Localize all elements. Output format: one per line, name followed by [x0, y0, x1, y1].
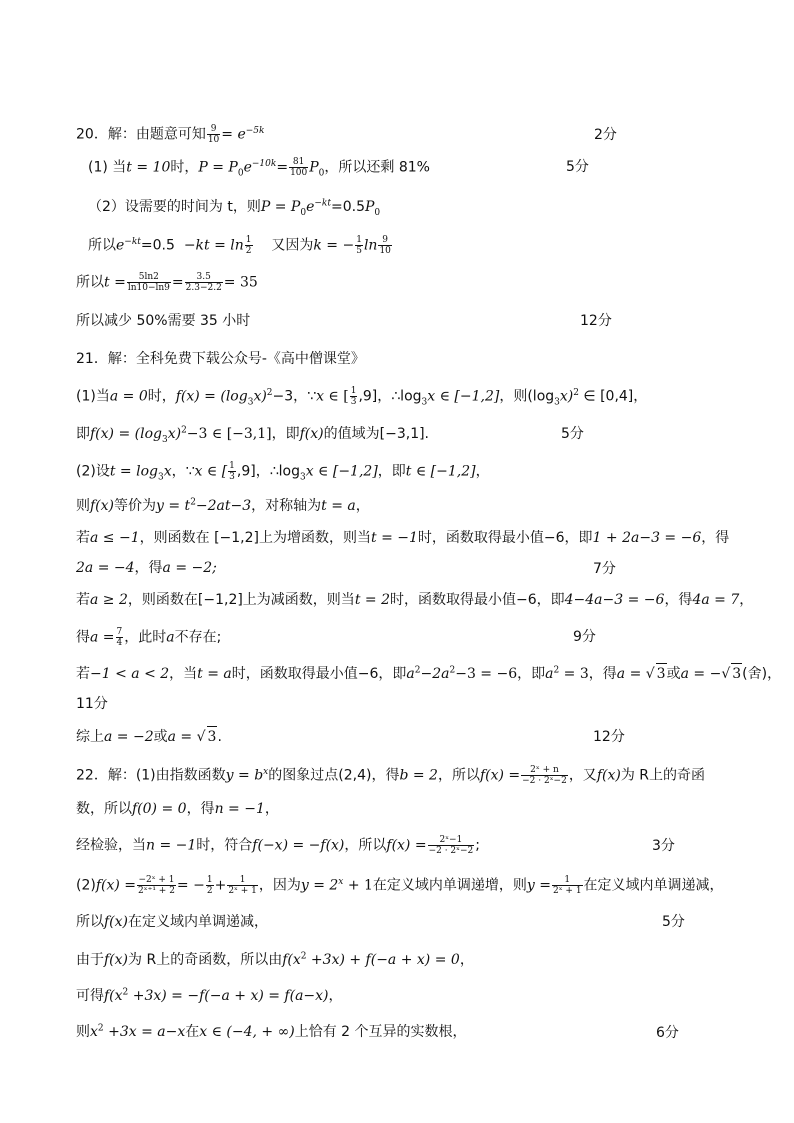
math: t = a [197, 666, 232, 682]
frac-den: 3 [350, 397, 357, 407]
text: 或 [666, 666, 681, 682]
text: ，即 [271, 426, 300, 442]
frac-num: −2ˣ + 1 [138, 875, 175, 885]
text: 即 [76, 426, 90, 442]
math: 2a = −4 [76, 560, 135, 576]
text: 数，所以 [76, 801, 132, 817]
frac-num: 9 [378, 235, 391, 246]
text: ， [475, 463, 490, 480]
fraction [552, 875, 583, 896]
text: 为 R上的奇函数，所以由 [128, 952, 283, 968]
q20-line-5: 所以减少 50%需要 35 小时 [76, 313, 251, 329]
math-sub: 0 [318, 168, 325, 179]
text: (2) [76, 877, 96, 894]
text: 时，函数取得最小值−6，即 [231, 666, 407, 682]
text: 时，函数取得最小值−6，即 [389, 592, 565, 608]
math: a [545, 666, 554, 682]
math: −3 = −6 [455, 666, 518, 682]
text: 所以 [76, 274, 104, 291]
math-sub: 3 [554, 397, 560, 408]
bracket: [ [343, 388, 349, 405]
text: ，所以还剩 81% [324, 159, 430, 176]
text: ，所以 [344, 837, 387, 854]
q20-line-2 [88, 197, 380, 217]
text: ，得 [701, 530, 730, 546]
math: n = −1 [146, 837, 197, 854]
q22-line-8 [76, 1022, 467, 1042]
q21-head: 21．解：全科免费下载公众号-《高中僧课堂》 [76, 351, 365, 367]
math: f(x) = (log [90, 426, 162, 442]
math: a = [616, 666, 646, 682]
text: ，当 [169, 666, 198, 682]
text: ，则函数在 [−1,2]上为增函数，则当 [139, 530, 371, 546]
math-sub: 0 [237, 168, 244, 179]
text: 不存在; [174, 629, 222, 646]
math: P = P [260, 199, 301, 215]
frac-den: 2ˣ⁺¹ + 2 [138, 886, 175, 896]
sqrt-sign: √ [721, 666, 731, 682]
frac-num: 1 [245, 235, 252, 245]
math: f(x) [104, 952, 129, 968]
q22-line-1 [76, 765, 705, 786]
frac-den: 10 [207, 135, 220, 145]
text: ， [328, 988, 343, 1004]
text: ，所以 [437, 767, 480, 784]
q21-line-6 [76, 558, 217, 578]
q21-line-1 [76, 386, 647, 407]
math: f(x [104, 988, 123, 1004]
text: 或 [153, 729, 168, 745]
text: 时， [147, 388, 176, 405]
text: 在定义域内单调递增，则 [372, 877, 527, 894]
text: ， [739, 592, 754, 608]
math-sub: 3 [299, 472, 306, 483]
text: 时，函数取得最小值−6，即 [417, 530, 593, 546]
text: 在定义域内单调递减， [583, 877, 724, 894]
text: ,9]，∴log [358, 388, 422, 405]
math: x) [559, 388, 574, 405]
text: 若 [76, 592, 90, 608]
text: ; [475, 837, 480, 854]
fraction [289, 157, 308, 178]
frac-num: 5ln2 [127, 272, 171, 283]
math: a [406, 666, 415, 682]
math-sup: 2 [97, 1023, 104, 1034]
math-sub: 0 [300, 207, 307, 218]
frac-den: 2 [245, 246, 252, 256]
score-label: 5分 [561, 426, 584, 442]
math: t = 10 [126, 159, 171, 176]
sqrt-radicand: 3 [731, 663, 742, 684]
math: +3x) + f(−a + x) = 0 [306, 952, 460, 968]
frac-den: −2 · 2ˣ−2 [428, 846, 474, 856]
sqrt-radicand: 3 [656, 663, 667, 684]
math-sup: 2 [553, 665, 560, 676]
math-sup: 2 [414, 665, 421, 676]
text: ，得 [186, 801, 215, 817]
frac-num: 1 [356, 235, 362, 245]
math: a ≥ 2 [90, 592, 128, 608]
q21-line-3 [76, 461, 490, 482]
math: a = − [680, 666, 722, 682]
math: a ≤ −1 [90, 530, 140, 546]
fraction [207, 124, 220, 145]
math: a = −2; [162, 560, 217, 576]
math: a = −2 [104, 729, 154, 745]
text: . [217, 729, 222, 745]
fraction [227, 875, 258, 896]
math: t = 2 [354, 592, 390, 608]
math-sup: 2 [266, 387, 273, 398]
math: e [306, 199, 315, 215]
math: f(x) = (log [175, 388, 248, 405]
math: x [90, 1024, 98, 1040]
q21-line-8 [76, 627, 221, 648]
math: = 35 [223, 274, 258, 291]
text: ，∵ [171, 463, 195, 480]
text: (舍)， [742, 666, 782, 682]
text: 22．解：(1)由指数函数 [76, 767, 226, 784]
text: ，得 [588, 666, 617, 682]
math: x ∈ [−1,2] [427, 388, 500, 405]
math-sup: 2 [300, 951, 307, 962]
text: ,9]，∴log [236, 463, 300, 480]
text: ∈ [0,4]， [578, 388, 648, 405]
q20-head: 20．解：由题意可知 [76, 126, 206, 143]
math: = [276, 159, 289, 176]
fraction [428, 835, 475, 856]
math-sub: 3 [157, 472, 164, 483]
text: =0.5 [331, 199, 365, 215]
score-label: 6分 [656, 1025, 679, 1041]
math: + 1 [343, 877, 373, 894]
score-label: 9分 [573, 629, 596, 645]
math: f(−x) = −f(x) [252, 837, 345, 854]
math: +3x = a−x [103, 1024, 186, 1040]
text: （2）设需要的时间为 t，则 [88, 199, 261, 215]
fraction [185, 272, 223, 293]
text: 在 [185, 1024, 200, 1040]
q21-line-5 [76, 528, 729, 548]
score-label: 12分 [580, 313, 612, 329]
text: ，对称轴为 [251, 498, 322, 514]
math-sup: x [263, 766, 269, 777]
sqrt-radicand: 3 [207, 726, 218, 747]
score-label: 7分 [593, 561, 616, 577]
math: +3x) = −f(−a + x) = f(a−x) [128, 988, 329, 1004]
score-label: 5分 [566, 159, 589, 175]
q20-line-3 [88, 235, 393, 256]
math-sup: 2 [122, 987, 129, 998]
math-sup: 2 [181, 425, 187, 436]
text: 则 [76, 498, 90, 514]
fraction [127, 272, 171, 293]
score-label: 2分 [594, 127, 617, 143]
math: 4a = 7 [692, 592, 740, 608]
text: (1)当 [76, 388, 110, 405]
fraction [378, 235, 391, 256]
frac-num: 81 [289, 157, 308, 168]
score-label: 12分 [593, 729, 625, 745]
text: 的值域为[−3,1]. [323, 426, 430, 442]
math: P [365, 199, 375, 215]
q21-line-10: 11分 [76, 696, 108, 712]
frac-den: ln10−ln9 [127, 283, 170, 293]
fraction [350, 386, 358, 407]
text: 的图象过点(2,4)，得 [268, 767, 400, 784]
math-sup: −10k [251, 158, 277, 169]
math-sup: −kt [124, 236, 141, 247]
text: ，得 [664, 592, 693, 608]
math: b = 2 [399, 767, 438, 784]
score-label: 3分 [652, 838, 675, 854]
q22-line-5 [76, 912, 268, 932]
q22-line-2 [76, 799, 279, 819]
q20-line-0 [76, 124, 264, 145]
math: y = 2 [300, 877, 339, 894]
text: 所以 [76, 914, 104, 930]
math: −1 < a < 2 [90, 666, 170, 682]
fraction [521, 765, 568, 786]
frac-den: 10 [379, 246, 391, 256]
math-sup: 2 [573, 387, 579, 398]
text: ，则(log [499, 388, 555, 405]
math: f(0) = 0 [132, 801, 187, 817]
math: f(x) = [386, 837, 427, 854]
math-sup: x [338, 876, 344, 887]
math: + [214, 877, 227, 894]
text: ， [459, 952, 474, 968]
math: a [166, 629, 175, 646]
text: ， [355, 498, 370, 514]
frac-num: 2ˣ + n [521, 765, 568, 776]
math: −2a [420, 666, 450, 682]
math: t = −1 [371, 530, 418, 546]
q22-line-4 [76, 875, 724, 896]
math: 1 + 2a−3 = −6 [592, 530, 702, 546]
frac-den: 5 [356, 246, 362, 256]
frac-den: 2ˣ + 1 [553, 886, 582, 896]
text: 时， [170, 159, 199, 176]
math: f(x) = [479, 767, 521, 784]
text: ，因为 [258, 877, 301, 894]
math: x [163, 463, 172, 480]
q22-line-7 [76, 986, 343, 1006]
text: 等价为 [114, 498, 157, 514]
math: f(x) = [95, 877, 137, 894]
math-sub: 3 [247, 397, 254, 408]
math: x) [167, 426, 182, 442]
fraction [245, 235, 253, 256]
math: −kt = ln [183, 237, 244, 254]
math-sup: −5k [245, 125, 265, 136]
math: t = a [321, 498, 356, 514]
math-sup: 2 [449, 665, 456, 676]
text: 则 [76, 1024, 90, 1040]
math: ln [363, 237, 378, 254]
text: 在定义域内单调递减， [128, 914, 269, 930]
math: a = 0 [109, 388, 148, 405]
math: 4−4a−3 = −6 [564, 592, 665, 608]
q21-line-7 [76, 590, 753, 610]
math: t = [104, 274, 126, 291]
math: x ∈ (−4, + ∞) [199, 1024, 295, 1040]
math: a = [90, 629, 115, 646]
math: x) [253, 388, 267, 405]
math-sub: 0 [374, 207, 381, 218]
math: x ∈ [−1,2] [305, 463, 378, 480]
frac-num: 1 [552, 875, 583, 886]
text: ，得 [134, 560, 163, 576]
fraction [228, 461, 236, 482]
q21-line-11 [76, 726, 222, 747]
frac-num: 7 [116, 627, 123, 637]
math: P [309, 159, 319, 176]
frac-num: 1 [229, 461, 235, 471]
text: ，此时 [124, 629, 167, 646]
text: −3，∵ [272, 388, 317, 405]
math: y = b [225, 767, 264, 784]
frac-den: 100 [290, 168, 308, 178]
math: x ∈ [316, 388, 344, 405]
sqrt-sign: √ [645, 666, 655, 682]
math: f(x) [596, 767, 621, 784]
math: P = P [198, 159, 238, 176]
math-sub: 3 [161, 434, 168, 445]
math: f(x) [299, 426, 324, 442]
text: 经检验，当 [76, 837, 146, 854]
text: ，则函数在[−1,2]上为减函数，则当 [127, 592, 355, 608]
math: −3 ∈ [−3,1] [186, 426, 272, 442]
q22-line-3 [76, 835, 480, 856]
math: t ∈ [−1,2] [405, 463, 476, 480]
text: =0.5 [140, 237, 175, 254]
q21-line-2 [76, 424, 429, 444]
text: 若 [76, 666, 90, 682]
math: e [116, 237, 125, 254]
text: 可得 [76, 988, 104, 1004]
q22-line-6 [76, 950, 474, 970]
frac-num: 9 [207, 124, 220, 135]
text: ，又 [568, 767, 597, 784]
text: (2)设 [76, 463, 110, 480]
score-label: 5分 [662, 914, 685, 930]
math: = [171, 274, 184, 291]
math: x ∈ [ [194, 463, 228, 480]
math: k = − [313, 237, 355, 254]
math-sup: −kt [314, 198, 331, 209]
math-sup: 2 [190, 497, 196, 508]
math-sub: 3 [421, 397, 428, 408]
math: t = log [109, 463, 158, 480]
text: 由于 [76, 952, 104, 968]
text: 所以 [88, 237, 116, 254]
text: 又因为 [271, 237, 314, 254]
text: 上恰有 2 个互异的实数根， [294, 1024, 467, 1040]
q21-line-4 [76, 496, 370, 516]
frac-num: 1 [350, 386, 357, 396]
frac-den: 3 [229, 472, 235, 482]
frac-den: −2 · 2ˣ−2 [522, 776, 567, 786]
text: (1) 当 [88, 159, 127, 176]
q20-line-1 [88, 157, 430, 178]
frac-den: 4 [116, 638, 123, 648]
frac-num: 3.5 [185, 272, 223, 283]
math: e [243, 159, 252, 176]
math: y = t [156, 498, 191, 514]
math: f(x) [90, 498, 115, 514]
math: = − [176, 877, 205, 894]
q20-line-4 [76, 272, 258, 293]
text: ，即 [377, 463, 406, 480]
frac-num: 1 [227, 875, 258, 886]
fraction [116, 627, 124, 648]
math: f(x) [104, 914, 129, 930]
frac-num: 2ˣ−1 [428, 835, 475, 846]
text: ， [264, 801, 279, 817]
math: y = [526, 877, 552, 894]
fraction [355, 235, 363, 256]
text: 得 [76, 629, 90, 646]
math: = e [221, 126, 246, 143]
text: 综上 [76, 729, 104, 745]
math: a = [167, 729, 197, 745]
frac-num: 1 [206, 875, 213, 885]
text: 时，符合 [196, 837, 253, 854]
math: f(x [282, 952, 301, 968]
fraction [206, 875, 214, 896]
math: n = −1 [214, 801, 265, 817]
math: −2at−3 [195, 498, 252, 514]
sqrt-sign: √ [196, 729, 206, 745]
q21-line-9 [76, 663, 781, 684]
frac-den: 2.3−2.2 [185, 283, 222, 293]
fraction [137, 875, 176, 896]
frac-den: 2 [206, 886, 213, 896]
text: 为 R上的奇函 [620, 767, 706, 784]
frac-den: 2ˣ + 1 [228, 886, 257, 896]
text: ，即 [517, 666, 546, 682]
math: = 3 [559, 666, 589, 682]
text: 若 [76, 530, 90, 546]
